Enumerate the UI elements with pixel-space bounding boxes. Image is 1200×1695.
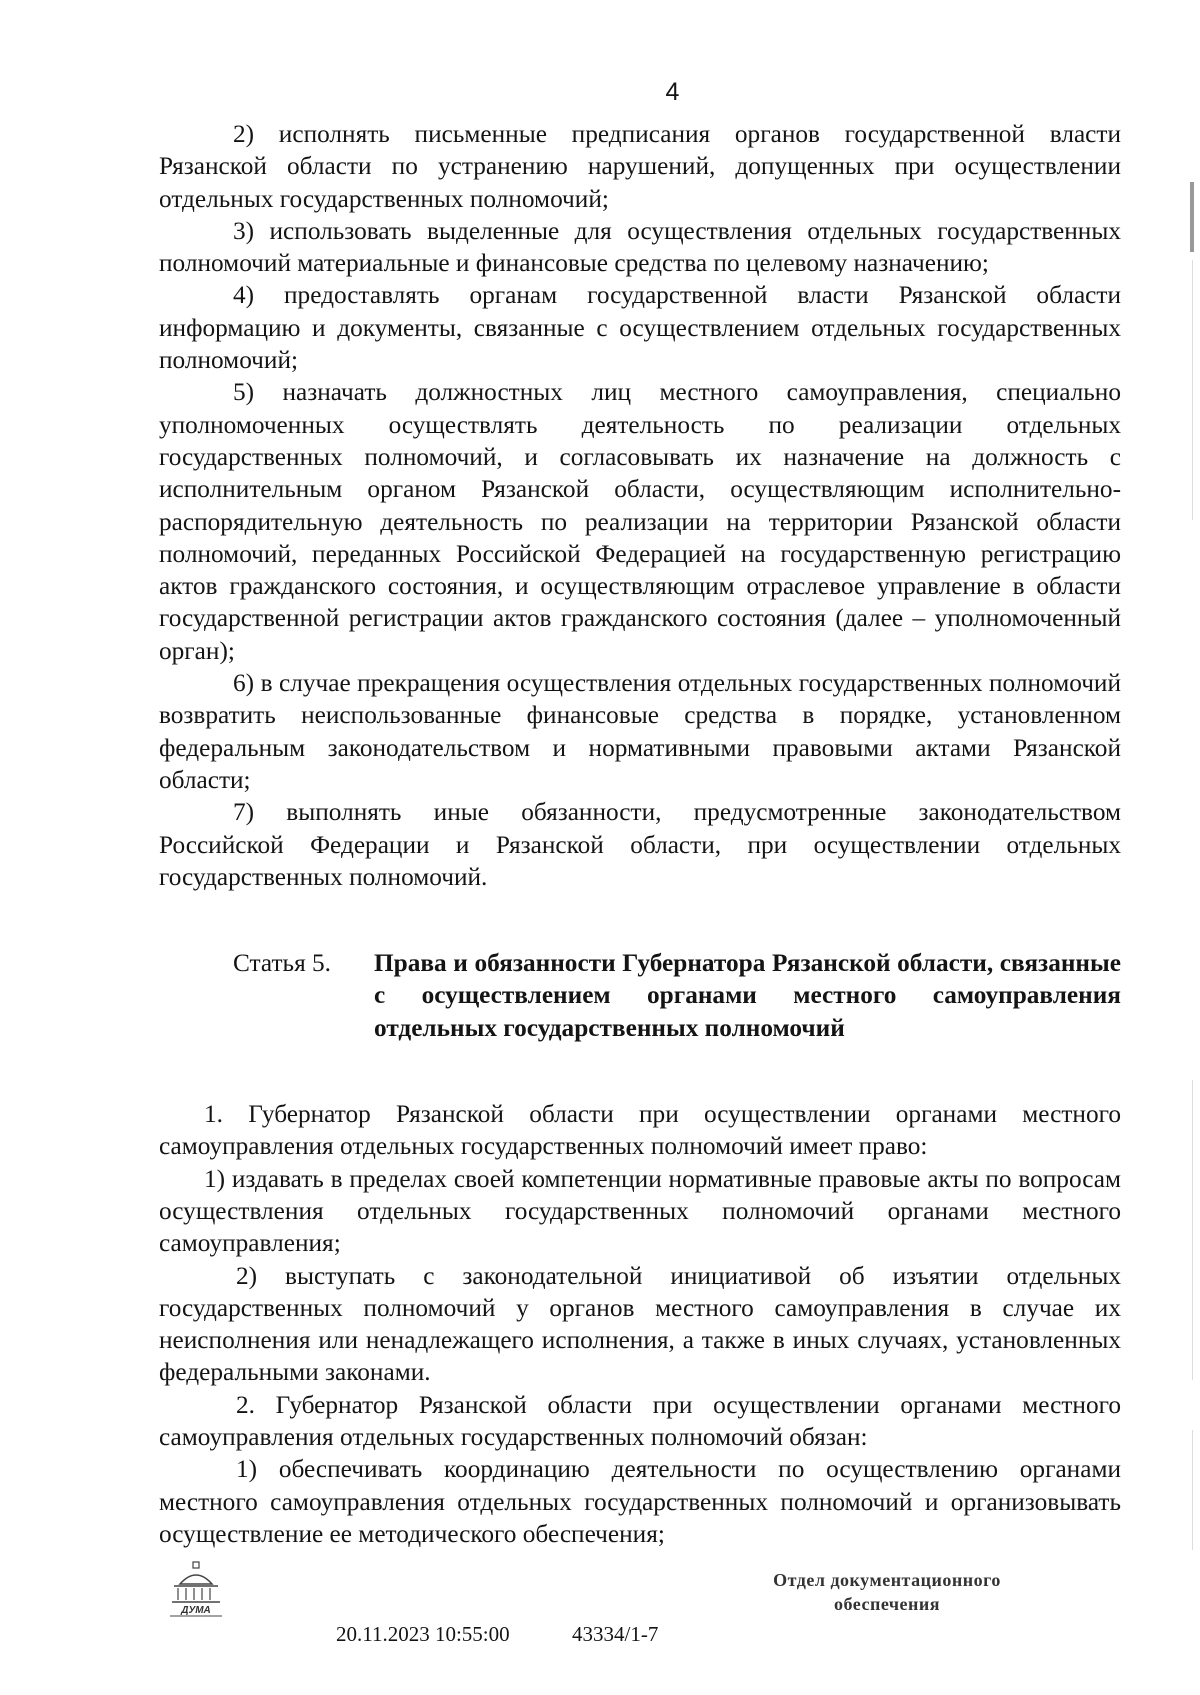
scan-edge-mark <box>1192 260 1193 520</box>
registration-number: 43334/1-7 <box>572 1622 659 1646</box>
paragraph: 1. Губернатор Рязанской области при осуществлении органами местного самоуправления отдельных государственных полномочий имеет право: <box>159 1100 1121 1161</box>
scan-edge-mark <box>1190 182 1194 252</box>
logo-text: ДУМА <box>181 1605 211 1616</box>
paragraph: 2. Губернатор Рязанской области при осуществлении органами местного самоуправления отдельных государственных полномочий обязан: <box>159 1390 1121 1451</box>
paragraph: 1) обеспечивать координацию деятельности по осуществлению органами местного самоуправления отдельных государственных полномочий и организовывать осуществление ее методического обеспечения; <box>159 1455 1121 1548</box>
paragraph: 4) предоставлять органам государственной власти Рязанской области информацию и документы, связанные с осуществлением отдельных государственных полномочий; <box>159 281 1121 375</box>
article-title: Права и обязанности Губернатора Рязанской области, связанные с осуществлением органами местного самоуправления отдельных государственных полномочий <box>374 949 1121 1042</box>
paragraph: 2) исполнять письменные предписания органов государственной власти Рязанской области по устранению нарушений, допущенных при осуществлении отдельных государственных полномочий; <box>159 120 1121 213</box>
article-heading <box>159 947 1121 1044</box>
page-number: 4 <box>665 78 680 106</box>
paragraph: 6) в случае прекращения осуществления отдельных государственных полномочий возвратить неиспользованные финансовые средства в порядке, установленном федеральным законодательством и нормативными правовыми актами Рязанской области; <box>159 669 1121 794</box>
scan-edge-mark <box>1192 1080 1193 1380</box>
duma-building-logo-icon <box>166 1560 226 1618</box>
department-stamp: Отдел документационного обеспечения <box>773 1570 1001 1614</box>
paragraph: 1) издавать в пределах своей компетенции нормативные правовые акты по вопросам осуществления отдельных государственных полномочий органами местного самоуправления; <box>159 1164 1121 1258</box>
paragraph: 3) использовать выделенные для осуществления отдельных государственных полномочий материальные и финансовые средства по целевому назначению; <box>159 216 1121 278</box>
stamp-date: 20.11.2023 10:55:00 <box>336 1622 510 1646</box>
document-body <box>159 118 1121 1550</box>
paragraph: 7) выполнять иные обязанности, предусмотренные законодательством Российской Федерации и Рязанской области, при осуществлении отдельных государственных полномочий. <box>159 798 1121 891</box>
paragraph: 2) выступать с законодательной инициативой об изъятии отдельных государственных полномочий у органов местного самоуправления в случае их неисполнения или ненадлежащего исполнения, а также в иных случаях, установленных федеральными законами. <box>159 1261 1121 1387</box>
article-label: Статья 5. <box>233 949 332 978</box>
paragraph: 5) назначать должностных лиц местного самоуправления, специально уполномоченных осуществлять деятельность по реализации отдельных государственных полномочий, и согласовывать их назначение на должность с исполнительным органом Рязанской области, осуществляющим исполнительно-распорядительную деятельность по реализации на территории Рязанской области полномочий, переданных Российской Федерацией на государственную регистрацию актов гражданского состояния, и осуществляющим отраслевое управление в области государственной регистрации актов гражданского состояния (далее – уполномоченный орган); <box>159 378 1121 665</box>
scan-edge-mark <box>1192 1430 1193 1550</box>
